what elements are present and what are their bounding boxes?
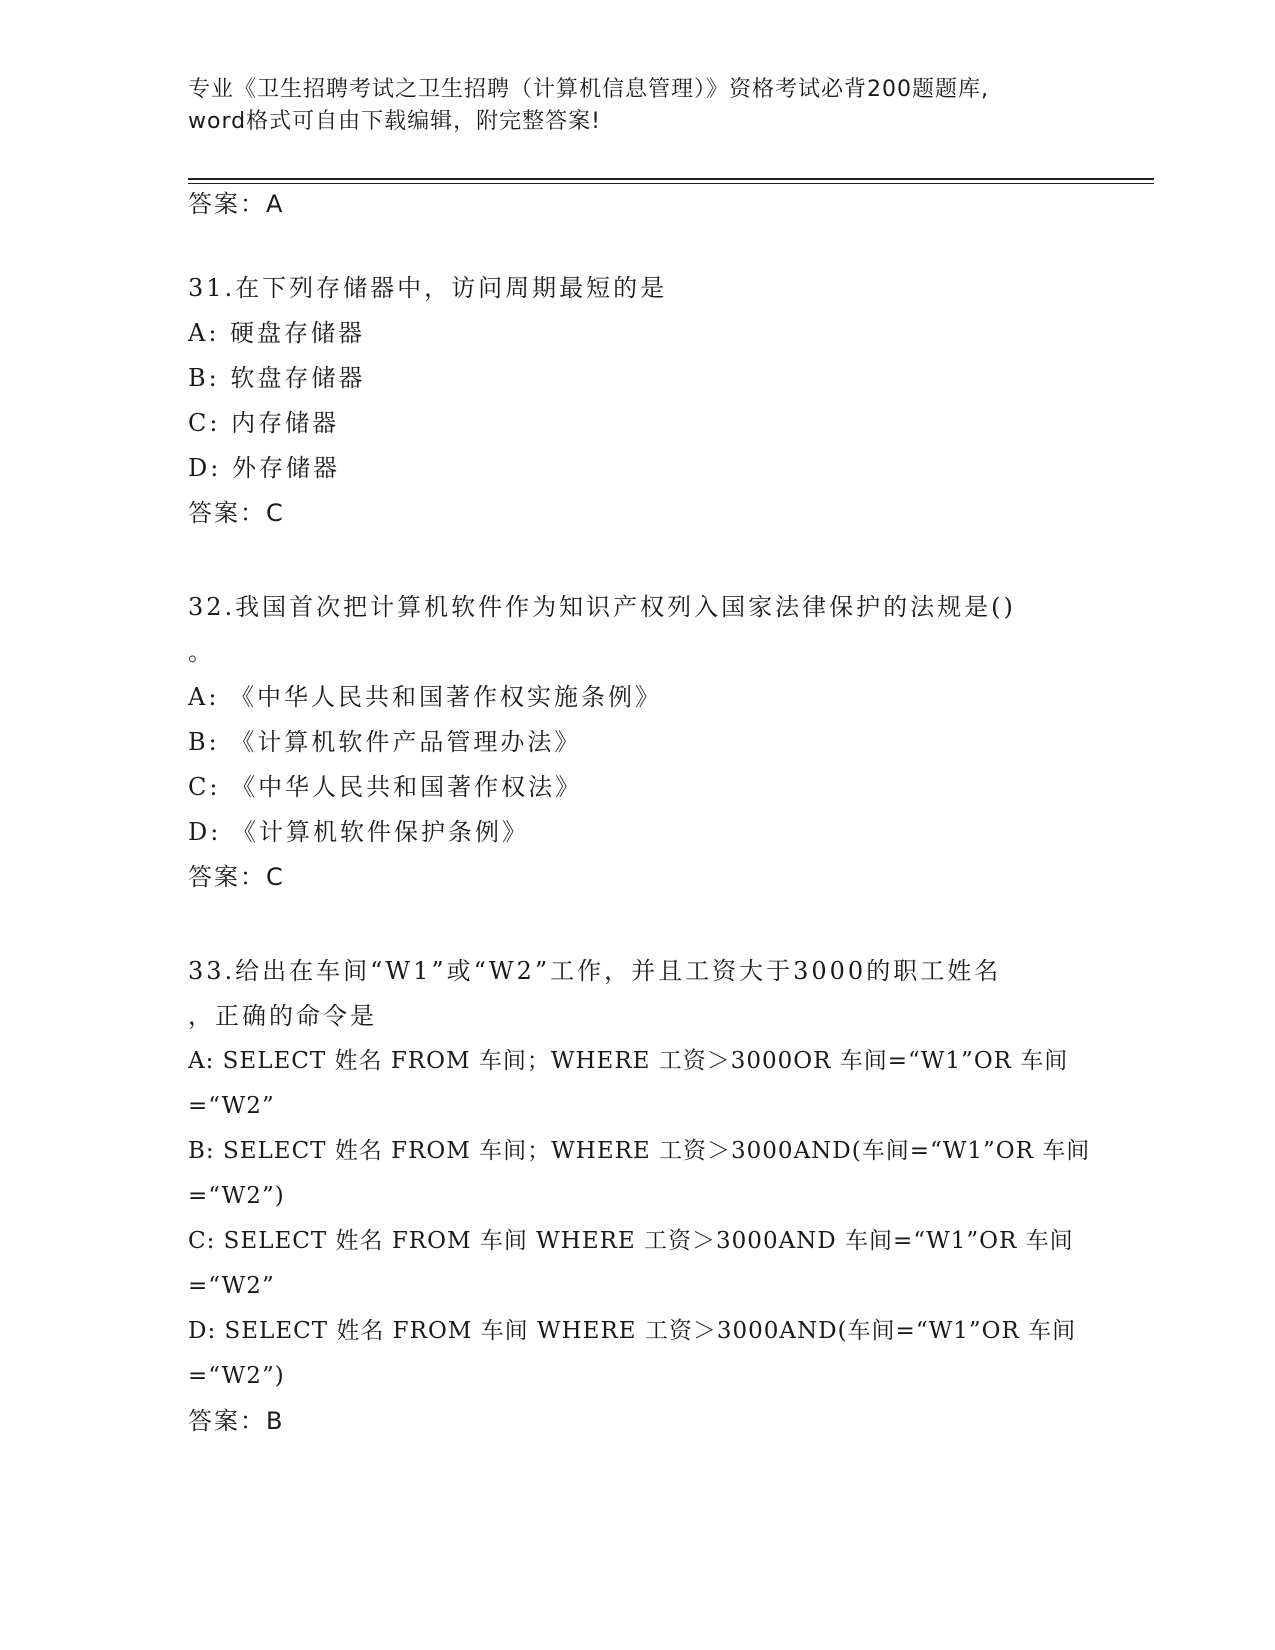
header-divider-thin (188, 183, 1154, 184)
question-33-option-a: A: SELECT 姓名 FROM 车间；WHERE 工资＞3000OR 车间=“W1”OR 车间 (188, 1048, 1069, 1074)
question-32-stem: 32.我国首次把计算机软件作为知识产权列入国家法律保护的法规是() (188, 593, 1016, 621)
question-33-option-a-continued: =“W2” (188, 1093, 275, 1119)
previous-answer: 答案：A (188, 190, 285, 218)
question-32-stem-continued: 。 (188, 638, 215, 666)
question-33-stem-continued: ，正确的命令是 (188, 1002, 377, 1030)
question-33-option-c: C: SELECT 姓名 FROM 车间 WHERE 工资＞3000AND 车间=“W1”OR 车间 (188, 1228, 1074, 1254)
question-33-option-b: B: SELECT 姓名 FROM 车间；WHERE 工资＞3000AND(车间=“W1”OR 车间 (188, 1138, 1091, 1164)
document-header (188, 74, 1088, 138)
question-33-option-d-continued: =“W2”) (188, 1363, 285, 1389)
question-32-option-c: C: 《中华人民共和国著作权法》 (188, 773, 583, 801)
question-31-option-a: A: 硬盘存储器 (188, 319, 366, 347)
question-32-answer: 答案：C (188, 863, 285, 891)
question-33-answer: 答案：B (188, 1407, 285, 1435)
question-33-option-b-continued: =“W2”) (188, 1183, 285, 1209)
question-33-option-d: D: SELECT 姓名 FROM 车间 WHERE 工资＞3000AND(车间=“W1”OR 车间 (188, 1318, 1077, 1344)
question-31-option-c: C: 内存储器 (188, 409, 340, 437)
question-31-option-b: B: 软盘存储器 (188, 364, 366, 392)
question-32-option-b: B: 《计算机软件产品管理办法》 (188, 728, 582, 756)
question-31-stem: 31.在下列存储器中，访问周期最短的是 (188, 274, 668, 302)
header-line-2: word格式可自由下载编辑，附完整答案! (188, 109, 601, 134)
header-divider-thick (188, 178, 1154, 180)
question-31-option-d: D: 外存储器 (188, 454, 340, 482)
question-32-option-d: D: 《计算机软件保护条例》 (188, 818, 529, 846)
question-33-stem: 33.给出在车间“W1”或“W2”工作，并且工资大于3000的职工姓名 (188, 957, 1002, 985)
question-31-answer: 答案：C (188, 499, 285, 527)
question-33-option-c-continued: =“W2” (188, 1273, 275, 1299)
question-32-option-a: A: 《中华人民共和国著作权实施条例》 (188, 683, 663, 711)
header-line-1: 专业《卫生招聘考试之卫生招聘（计算机信息管理）》资格考试必背200题题库, (188, 77, 989, 102)
